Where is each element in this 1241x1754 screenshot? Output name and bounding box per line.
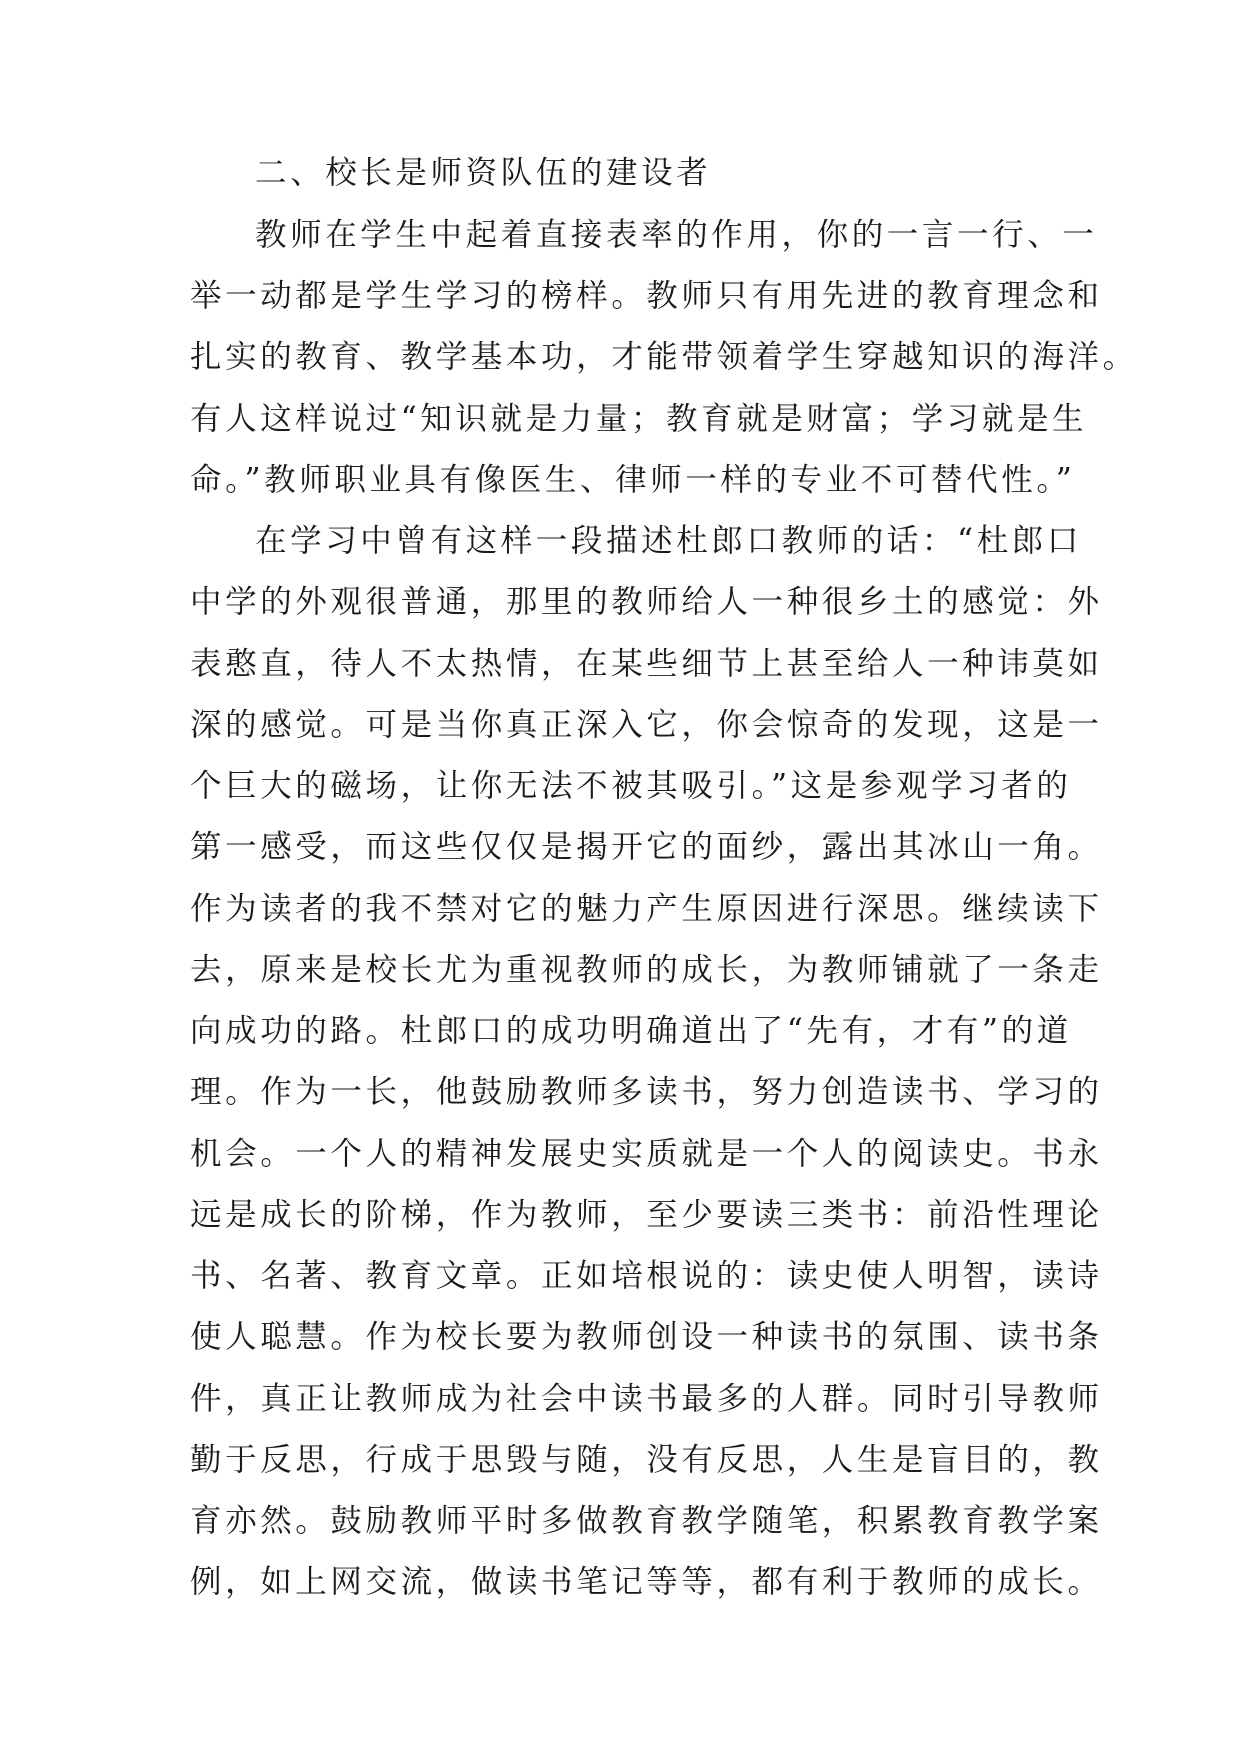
paragraph-line: 有人这样说过“知识就是力量；教育就是财富；学习就是生 [190,401,1088,437]
paragraph-line: 作为读者的我不禁对它的魅力产生原因进行深思。继续读下 [190,891,1103,927]
paragraph-line: 件，真正让教师成为社会中读书最多的人群。同时引导教师 [190,1381,1103,1417]
paragraph-line: 勤于反思，行成于思毁与随，没有反思，人生是盲目的，教 [190,1442,1103,1478]
paragraph-line: 向成功的路。杜郎口的成功明确道出了“先有，才有”的道 [190,1013,1072,1049]
paragraph-line: 第一感受，而这些仅仅是揭开它的面纱，露出其冰山一角。 [190,829,1103,865]
paragraph-line: 例，如上网交流，做读书笔记等等，都有利于教师的成长。 [190,1564,1103,1600]
paragraph-line: 在学习中曾有这样一段描述杜郎口教师的话：“杜郎口 [255,523,1083,559]
paragraph-line: 育亦然。鼓励教师平时多做教育教学随笔，积累教育教学案 [190,1503,1103,1539]
paragraph-line: 教师在学生中起着直接表率的作用，你的一言一行、一 [255,217,1098,253]
paragraph-line: 表憨直，待人不太热情，在某些细节上甚至给人一种讳莫如 [190,646,1103,682]
paragraph-line: 命。”教师职业具有像医生、律师一样的专业不可替代性。” [190,462,1076,498]
paragraph-line: 个巨大的磁场，让你无法不被其吸引。”这是参观学习者的 [190,768,1072,804]
section-heading: 二、校长是师资队伍的建设者 [255,155,712,191]
paragraph-line: 远是成长的阶梯，作为教师，至少要读三类书：前沿性理论 [190,1197,1103,1233]
paragraph-line: 中学的外观很普通，那里的教师给人一种很乡土的感觉：外 [190,584,1103,620]
paragraph-line: 去，原来是校长尤为重视教师的成长，为教师铺就了一条走 [190,952,1103,988]
paragraph-line: 理。作为一长，他鼓励教师多读书，努力创造读书、学习的 [190,1074,1103,1110]
paragraph-line: 书、名著、教育文章。正如培根说的：读史使人明智，读诗 [190,1258,1103,1294]
paragraph-line: 扎实的教育、教学基本功，才能带领着学生穿越知识的海洋。 [190,339,1138,375]
paragraph-line: 机会。一个人的精神发展史实质就是一个人的阅读史。书永 [190,1136,1103,1172]
paragraph-line: 举一动都是学生学习的榜样。教师只有用先进的教育理念和 [190,278,1103,314]
paragraph-line: 深的感觉。可是当你真正深入它，你会惊奇的发现，这是一 [190,707,1103,743]
paragraph-line: 使人聪慧。作为校长要为教师创设一种读书的氛围、读书条 [190,1319,1103,1355]
